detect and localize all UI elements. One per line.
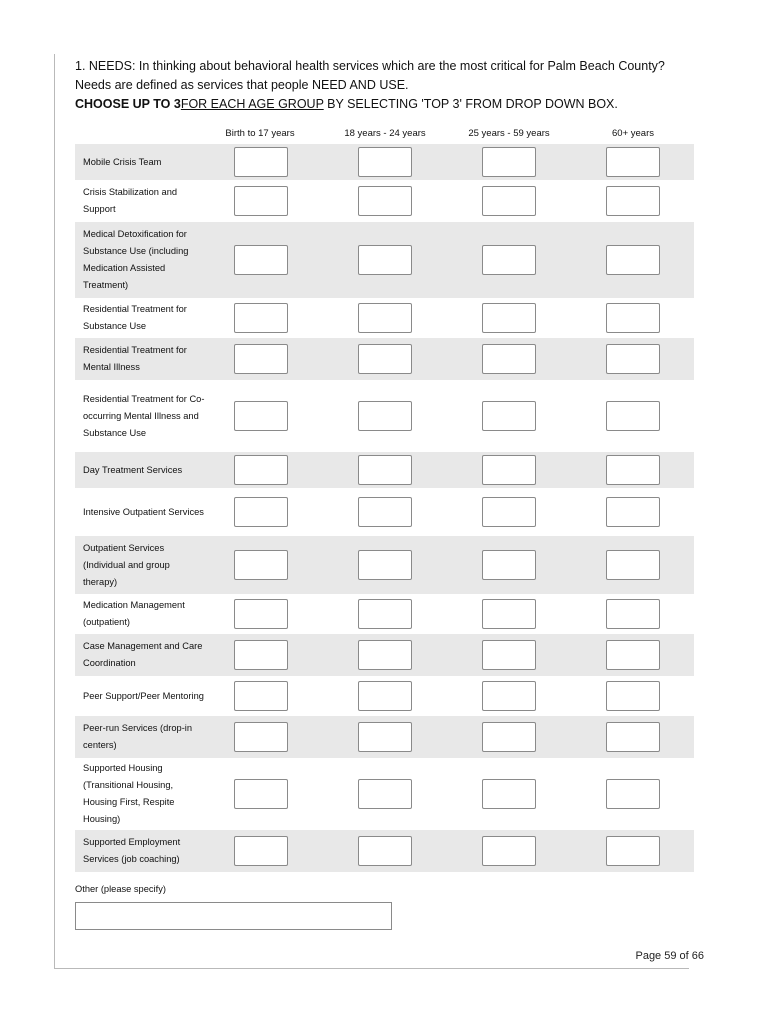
- dropdown-birth-17[interactable]: [234, 599, 288, 629]
- dropdown-18-24[interactable]: [358, 779, 412, 809]
- dropdown-18-24[interactable]: [358, 640, 412, 670]
- dropdown-60-plus[interactable]: [606, 303, 660, 333]
- dropdown-25-59[interactable]: [482, 303, 536, 333]
- services-table: [75, 144, 694, 872]
- service-label: Supported Employment Services (job coaching): [83, 837, 181, 864]
- dropdown-18-24[interactable]: [358, 344, 412, 374]
- service-label: Crisis Stabilization and Support: [83, 187, 178, 214]
- other-input[interactable]: [75, 902, 392, 930]
- table-row: [75, 144, 694, 180]
- dropdown-birth-17[interactable]: [234, 550, 288, 580]
- dropdown-60-plus[interactable]: [606, 147, 660, 177]
- dropdown-60-plus[interactable]: [606, 550, 660, 580]
- question-line-1: 1. NEEDS: In thinking about behavioral health services which are the most critical for Palm Beach County?: [75, 59, 665, 73]
- dropdown-birth-17[interactable]: [234, 245, 288, 275]
- dropdown-birth-17[interactable]: [234, 344, 288, 374]
- dropdown-60-plus[interactable]: [606, 455, 660, 485]
- table-row: [75, 676, 694, 716]
- dropdown-25-59[interactable]: [482, 147, 536, 177]
- service-label: Outpatient Services (Individual and group therapy): [83, 542, 170, 587]
- table-row: [75, 380, 694, 452]
- dropdown-25-59[interactable]: [482, 455, 536, 485]
- service-label: Case Management and Care Coordination: [83, 641, 203, 668]
- dropdown-18-24[interactable]: [358, 836, 412, 866]
- service-label: Intensive Outpatient Services: [83, 506, 204, 517]
- service-label: Supported Housing (Transitional Housing, Housing First, Respite Housing): [83, 763, 175, 824]
- dropdown-25-59[interactable]: [482, 779, 536, 809]
- dropdown-25-59[interactable]: [482, 401, 536, 431]
- table-row: [75, 488, 694, 536]
- dropdown-60-plus[interactable]: [606, 779, 660, 809]
- table-row: [75, 180, 694, 222]
- dropdown-18-24[interactable]: [358, 722, 412, 752]
- column-header-25-59: 25 years - 59 years: [468, 128, 550, 139]
- service-label: Mobile Crisis Team: [83, 156, 162, 167]
- dropdown-birth-17[interactable]: [234, 303, 288, 333]
- dropdown-18-24[interactable]: [358, 303, 412, 333]
- dropdown-60-plus[interactable]: [606, 245, 660, 275]
- table-row: [75, 536, 694, 594]
- column-header-birth-17: Birth to 17 years: [225, 128, 295, 139]
- dropdown-60-plus[interactable]: [606, 186, 660, 216]
- dropdown-25-59[interactable]: [482, 497, 536, 527]
- dropdown-60-plus[interactable]: [606, 722, 660, 752]
- dropdown-60-plus[interactable]: [606, 836, 660, 866]
- dropdown-birth-17[interactable]: [234, 401, 288, 431]
- dropdown-60-plus[interactable]: [606, 344, 660, 374]
- column-header-18-24: 18 years - 24 years: [344, 128, 426, 139]
- dropdown-birth-17[interactable]: [234, 186, 288, 216]
- dropdown-60-plus[interactable]: [606, 599, 660, 629]
- dropdown-birth-17[interactable]: [234, 455, 288, 485]
- dropdown-18-24[interactable]: [358, 186, 412, 216]
- service-label: Day Treatment Services: [83, 464, 183, 475]
- dropdown-25-59[interactable]: [482, 550, 536, 580]
- dropdown-25-59[interactable]: [482, 681, 536, 711]
- table-row: [75, 634, 694, 676]
- other-label: Other (please specify): [75, 884, 166, 894]
- dropdown-25-59[interactable]: [482, 344, 536, 374]
- dropdown-18-24[interactable]: [358, 497, 412, 527]
- dropdown-birth-17[interactable]: [234, 836, 288, 866]
- dropdown-25-59[interactable]: [482, 245, 536, 275]
- column-header-60-plus: 60+ years: [612, 128, 654, 139]
- service-label: Medication Management (outpatient): [83, 600, 185, 627]
- dropdown-birth-17[interactable]: [234, 722, 288, 752]
- dropdown-25-59[interactable]: [482, 836, 536, 866]
- dropdown-birth-17[interactable]: [234, 147, 288, 177]
- table-row: [75, 594, 694, 634]
- service-label: Peer-run Services (drop-in centers): [83, 723, 193, 750]
- question-line-2: Needs are defined as services that people NEED AND USE.: [75, 78, 409, 92]
- table-row: [75, 452, 694, 488]
- dropdown-18-24[interactable]: [358, 681, 412, 711]
- dropdown-60-plus[interactable]: [606, 497, 660, 527]
- service-label: Medical Detoxification for Substance Use (including Medication Assisted Treatment): [83, 229, 189, 290]
- dropdown-60-plus[interactable]: [606, 401, 660, 431]
- service-label: Residential Treatment for Mental Illness: [83, 345, 187, 372]
- dropdown-18-24[interactable]: [358, 599, 412, 629]
- dropdown-18-24[interactable]: [358, 147, 412, 177]
- dropdown-25-59[interactable]: [482, 599, 536, 629]
- table-row: [75, 338, 694, 380]
- dropdown-25-59[interactable]: [482, 640, 536, 670]
- dropdown-birth-17[interactable]: [234, 497, 288, 527]
- dropdown-birth-17[interactable]: [234, 681, 288, 711]
- table-row: [75, 222, 694, 298]
- table-row: [75, 758, 694, 830]
- instruction-rest: BY SELECTING 'TOP 3' FROM DROP DOWN BOX.: [323, 97, 618, 111]
- dropdown-18-24[interactable]: [358, 245, 412, 275]
- service-label: Peer Support/Peer Mentoring: [83, 690, 204, 701]
- dropdown-birth-17[interactable]: [234, 779, 288, 809]
- instruction-underline: FOR EACH AGE GROUP: [180, 97, 324, 111]
- dropdown-25-59[interactable]: [482, 186, 536, 216]
- service-label: Residential Treatment for Substance Use: [83, 304, 187, 331]
- service-label: Residential Treatment for Co-occurring Mental Illness and Substance Use: [83, 393, 205, 438]
- table-row: [75, 830, 694, 872]
- instruction-bold: CHOOSE UP TO 3: [75, 97, 181, 111]
- column-headers: [0, 128, 770, 142]
- dropdown-18-24[interactable]: [358, 455, 412, 485]
- dropdown-60-plus[interactable]: [606, 640, 660, 670]
- dropdown-18-24[interactable]: [358, 550, 412, 580]
- question-text: [75, 57, 695, 114]
- page-number: Page 59 of 66: [635, 950, 704, 962]
- dropdown-18-24[interactable]: [358, 401, 412, 431]
- dropdown-25-59[interactable]: [482, 722, 536, 752]
- table-row: [75, 716, 694, 758]
- table-row: [75, 298, 694, 338]
- dropdown-birth-17[interactable]: [234, 640, 288, 670]
- question-line-3: [75, 95, 695, 114]
- dropdown-60-plus[interactable]: [606, 681, 660, 711]
